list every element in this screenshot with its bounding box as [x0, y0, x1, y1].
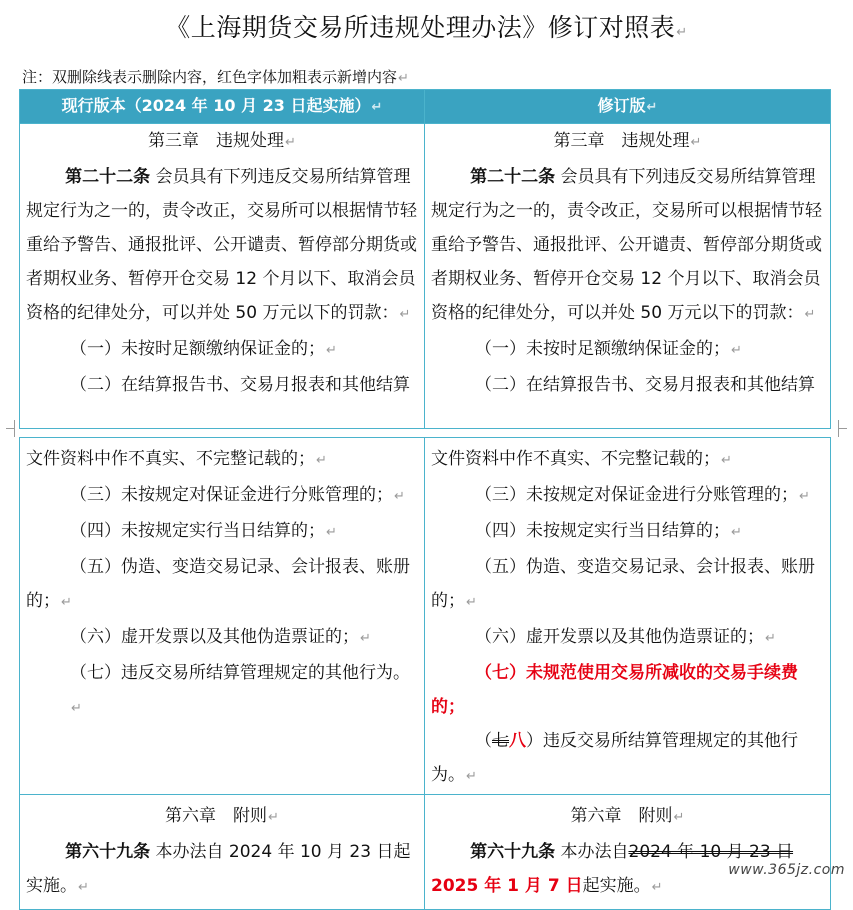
chapter-heading: 第三章 违规处理↵	[148, 131, 296, 151]
chapter-heading: 第六章 附则↵	[165, 806, 279, 826]
item-2b: 文件资料中作不真实、不完整记载的；↵	[431, 449, 732, 469]
item-2b: 文件资料中作不真实、不完整记载的；↵	[26, 449, 327, 469]
revised-cell-ch6	[425, 795, 831, 910]
header-revised: 修订版↵	[425, 90, 831, 124]
article-22: 第二十二条 会员具有下列违反交易所结算管理规定行为之一的，责令改正，交易所可以根据情节轻重给予警告、通报批评、公开谴责、暂停部分期货或者期权业务、暂停开仓交易 12 个月以下、取消会员资格的纪律处分，可以并处 50 万元以下的罚款：↵	[26, 167, 417, 323]
item-2a: （二）在结算报告书、交易月报表和其他结算	[70, 375, 410, 395]
revised-cell-items	[425, 438, 831, 795]
item-1: （一）未按时足额缴纳保证金的；↵	[70, 339, 337, 359]
chapter-heading: 第六章 附则↵	[570, 806, 685, 826]
watermark: www.365jz.com	[728, 862, 845, 878]
header-row	[20, 90, 831, 124]
comparison-table-part2	[19, 437, 831, 910]
item-2a: （二）在结算报告书、交易月报表和其他结算	[475, 375, 815, 395]
item-1: （一）未按时足额缴纳保证金的；↵	[475, 339, 742, 359]
legend-note: 注：双删除线表示删除内容，红色字体加粗表示新增内容↵	[22, 68, 409, 86]
revised-cell-ch3	[425, 124, 831, 429]
current-cell-items	[20, 438, 425, 795]
item-8: （七八）违反交易所结算管理规定的其他行为。↵	[431, 731, 798, 785]
item-7-old: （七）违反交易所结算管理规定的其他行为。↵	[70, 663, 410, 716]
article-69: 第六十九条 本办法自 2024 年 10 月 23 日起实施。↵	[26, 842, 411, 896]
table-row	[20, 438, 831, 795]
item-6: （六）虚开发票以及其他伪造票证的；↵	[475, 627, 776, 647]
item-3: （三）未按规定对保证金进行分账管理的；↵	[70, 485, 405, 505]
page-corner-marker-left-2	[6, 428, 15, 437]
article-69: 第六十九条 本办法自2024 年 10 月 23 日2025 年 1 月 7 日起实施。↵	[431, 842, 794, 896]
current-cell-ch6	[20, 795, 425, 910]
document-title: 《上海期货交易所违规处理办法》修订对照表↵	[165, 13, 688, 42]
item-5: （五）伪造、变造交易记录、会计报表、账册的；↵	[26, 557, 410, 611]
item-4: （四）未按规定实行当日结算的；↵	[70, 521, 337, 541]
item-7-new: （七）未规范使用交易所减收的交易手续费的；	[431, 663, 798, 717]
comparison-table-part1	[19, 89, 831, 429]
header-current: 现行版本（2024 年 10 月 23 日起实施）↵	[20, 90, 425, 124]
chapter-heading: 第三章 违规处理↵	[553, 131, 702, 151]
item-5: （五）伪造、变造交易记录、会计报表、账册的；↵	[431, 557, 815, 611]
page-corner-marker-right-2	[838, 428, 847, 437]
table-row	[20, 795, 831, 910]
item-3: （三）未按规定对保证金进行分账管理的；↵	[475, 485, 810, 505]
current-cell-ch3	[20, 124, 425, 429]
table-row	[20, 124, 831, 429]
article-22: 第二十二条 会员具有下列违反交易所结算管理规定行为之一的，责令改正，交易所可以根据情节轻重给予警告、通报批评、公开谴责、暂停部分期货或者期权业务、暂停开仓交易 12 个月以下、取消会员资格的纪律处分，可以并处 50 万元以下的罚款：↵	[431, 167, 822, 323]
item-6: （六）虚开发票以及其他伪造票证的；↵	[70, 627, 371, 647]
item-4: （四）未按规定实行当日结算的；↵	[475, 521, 742, 541]
